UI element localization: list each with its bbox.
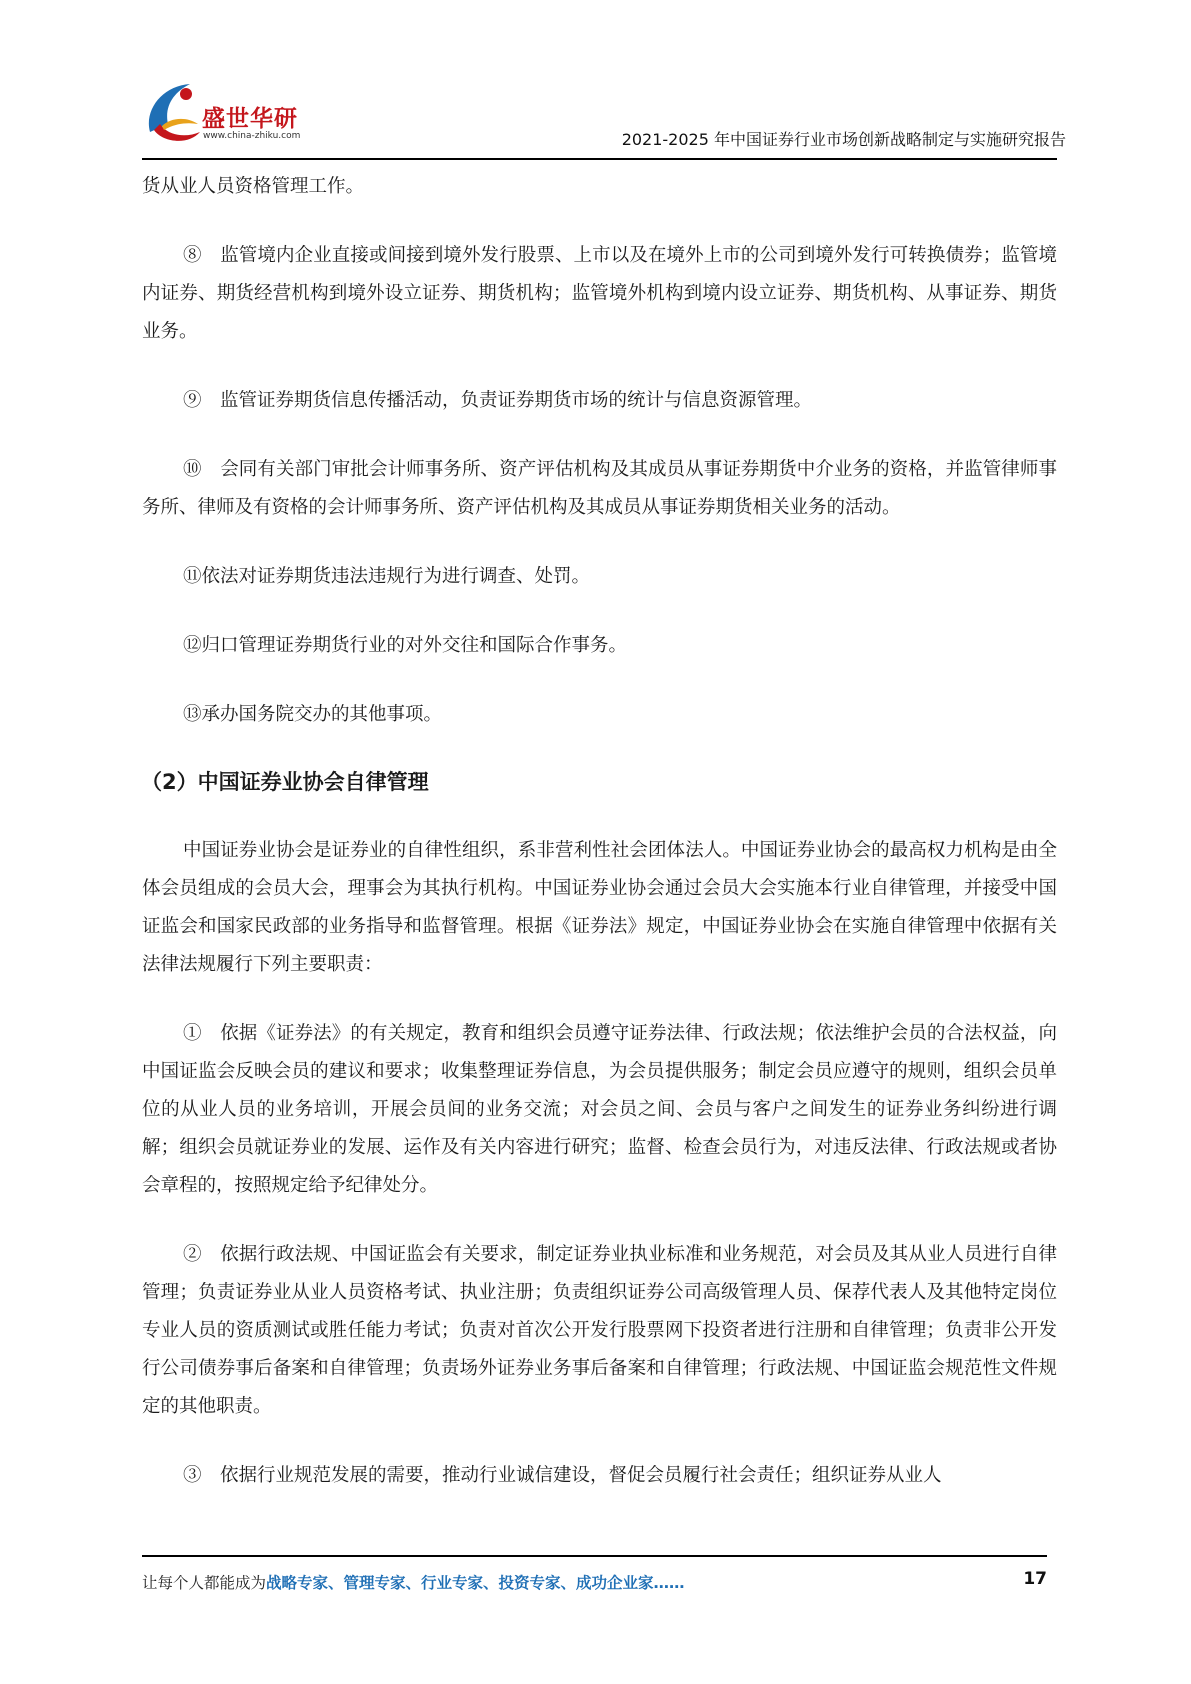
paragraph-association-intro: 中国证券业协会是证券业的自律性组织，系非营利性社会团体法人。中国证券业协会的最高权力机构是由全体会员组成的会员大会，理事会为其执行机构。中国证券业协会通过会员大会实施本行业自律管理，并接受中国证监会和国家民政部的业务指导和监督管理。根据《证券法》规定，中国证券业协会在实施自律管理中依据有关法律法规履行下列主要职责： bbox=[142, 840, 1057, 975]
section-heading: （2）中国证券业协会自律管理 bbox=[141, 770, 429, 794]
paragraph-duty-1: ① 依据《证券法》的有关规定，教育和组织会员遵守证券法律、行政法规；依法维护会员的合法权益，向中国证监会反映会员的建议和要求；收集整理证券信息，为会员提供服务；制定会员应遵守的规则，组织会员单位的从业人员的业务培训，开展会员间的业务交流；对会员之间、会员与客户之间发生的证券业务纠纷进行调解；组织会员就证券业的发展、运作及有关内容进行研究；监督、检查会员行为，对违反法律、行政法规或者协会章程的，按照规定给予纪律处分。 bbox=[142, 1023, 1057, 1196]
header-divider bbox=[142, 158, 1057, 160]
page-header bbox=[0, 0, 1191, 162]
paragraph-item-10: ⑩ 会同有关部门审批会计师事务所、资产评估机构及其成员从事证券期货中介业务的资格，并监管律师事务所、律师及有资格的会计师事务所、资产评估机构及其成员从事证券期货相关业务的活动。 bbox=[142, 459, 1057, 518]
logo-text: 盛世华研 bbox=[202, 106, 298, 132]
paragraph-continuation: 货从业人员资格管理工作。 bbox=[142, 176, 365, 197]
paragraph-item-11: ⑪依法对证券期货违法违规行为进行调查、处罚。 bbox=[183, 566, 591, 587]
footer-slogan-prefix: 让每个人都能成为 bbox=[142, 1574, 267, 1592]
page-number: 17 bbox=[1023, 1569, 1047, 1589]
page-footer bbox=[142, 1571, 1047, 1593]
paragraph-item-13: ⑬承办国务院交办的其他事项。 bbox=[183, 704, 443, 725]
footer-slogan-highlight: 战略专家、管理专家、行业专家、投资专家、成功企业家…… bbox=[266, 1574, 685, 1592]
paragraph-duty-3: ③ 依据行业规范发展的需要，推动行业诚信建设，督促会员履行社会责任；组织证券从业人 bbox=[183, 1465, 942, 1486]
paragraph-duty-2: ② 依据行政法规、中国证监会有关要求，制定证券业执业标准和业务规范，对会员及其从业人员进行自律管理；负责证券业从业人员资格考试、执业注册；负责组织证券公司高级管理人员、保荐代表人及其他特定岗位专业人员的资质测试或胜任能力考试；负责对首次公开发行股票网下投资者进行注册和自律管理；负责非公开发行公司债券事后备案和自律管理；负责场外证券业务事后备案和自律管理；行政法规、中国证监会规范性文件规定的其他职责。 bbox=[142, 1244, 1057, 1417]
paragraph-item-8: ⑧ 监管境内企业直接或间接到境外发行股票、上市以及在境外上市的公司到境外发行可转换债券；监管境内证券、期货经营机构到境外设立证券、期货机构；监管境外机构到境内设立证券、期货机构、从事证券、期货业务。 bbox=[142, 245, 1057, 342]
logo-url: www.china-zhiku.com bbox=[203, 131, 301, 141]
footer-divider bbox=[142, 1555, 1047, 1557]
report-title: 2021-2025 年中国证券行业市场创新战略制定与实施研究报告 bbox=[621, 130, 1066, 149]
paragraph-item-12: ⑫归口管理证券期货行业的对外交往和国际合作事务。 bbox=[183, 635, 628, 656]
paragraph-item-9: ⑨ 监管证券期货信息传播活动，负责证券期货市场的统计与信息资源管理。 bbox=[183, 390, 813, 411]
page-body bbox=[142, 168, 1057, 1526]
